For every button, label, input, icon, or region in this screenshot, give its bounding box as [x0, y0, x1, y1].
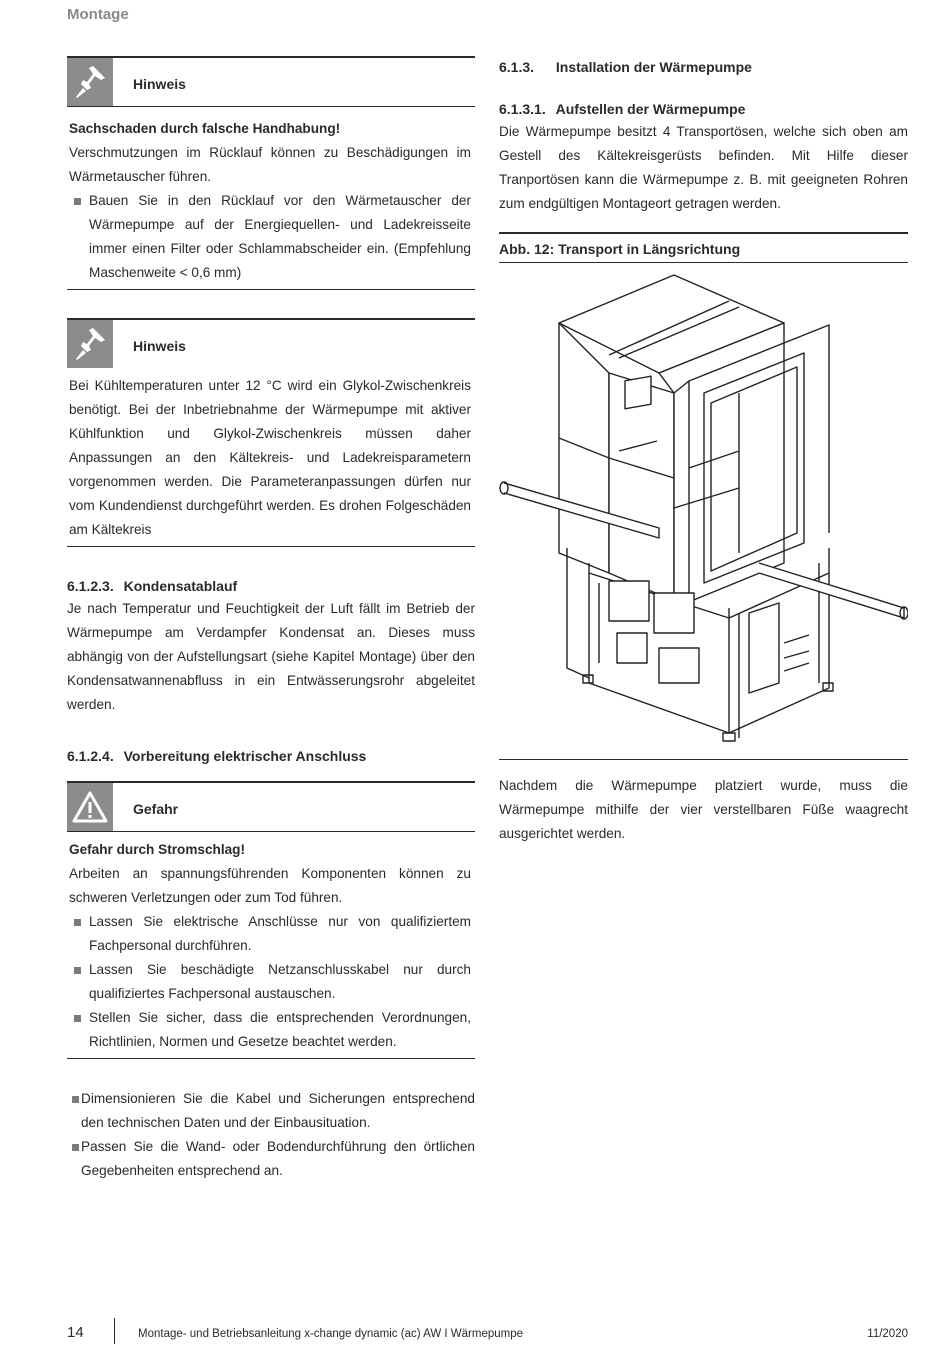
- left-column: [67, 56, 475, 1183]
- note-bullet-list: [69, 189, 471, 285]
- note-title: Hinweis: [133, 338, 186, 354]
- section-heading: [67, 575, 475, 597]
- section-text: Nachdem die Wärmepumpe platziert wurde, muss die Wärmepumpe mithilfe der vier verstellbaren Füße waagrecht ausgerichtet werden.: [499, 778, 908, 841]
- pin-icon: [67, 58, 113, 106]
- section-title: Installation der Wärmepumpe: [555, 59, 752, 75]
- note-body: [67, 368, 475, 546]
- list-item: Bauen Sie in den Rücklauf vor den Wärmetauscher der Wärmepumpe auf der Energiequellen- und Ladekreisseite immer einen Filter oder Schlammabscheider ein. (Empfehlung Maschenweite < 0,6 mm): [69, 189, 471, 285]
- note-heading: Sachschaden durch falsche Handhabung!: [69, 121, 341, 136]
- figure: [499, 263, 908, 759]
- section-title: Aufstellen der Wärmepumpe: [555, 101, 746, 117]
- section-title: Vorbereitung elektrischer Anschluss: [123, 748, 367, 764]
- page-number: 14: [67, 1324, 84, 1341]
- section-text: Die Wärmepumpe besitzt 4 Transportösen, welche sich oben am Gestell des Kältekreisgerüsts befinden. Mit Hilfe dieser Tranportösen kann die Wärmepumpe z. B. mit geeigneten Rohren zum endgültigen Montageort getragen werden.: [499, 124, 908, 211]
- pin-icon: [67, 320, 113, 368]
- note-header: [67, 58, 475, 106]
- warning-triangle-icon: [67, 783, 113, 831]
- note-text: Verschmutzungen im Rücklauf können zu Beschädigungen im Wärmetauscher führen.: [69, 145, 471, 184]
- section-number: 6.1.2.3.: [67, 578, 114, 594]
- running-header: Montage: [67, 6, 129, 23]
- danger-bullet-list: [69, 910, 471, 1054]
- note-text: Bei Kühltemperaturen unter 12 °C wird ein Glykol-Zwischenkreis benötigt. Bei der Inbetriebnahme der Wärmepumpe mit aktiver Kühlfunktion und Glykol-Zwischenkreis müssen daher Anpassungen an den Kältekreis- und Ladekreisparametern vorgenommen werden. Die Parameteranpassungen dürfen nur vom Kundendienst durchgeführt werden. Es drohen Folgeschäden am Kältekreis: [69, 378, 471, 537]
- note-box-2: [67, 318, 475, 547]
- section-heading: [499, 56, 908, 78]
- list-item: Passen Sie die Wand- oder Bodendurchführung den örtlichen Gegebenheiten entsprechend an.: [67, 1135, 475, 1183]
- section-text: Je nach Temperatur und Feuchtigkeit der Luft fällt im Betrieb der Wärmepumpe am Verdampfer Kondensat an. Dieses muss abhängig von der Aufstellungsart (siehe Kapitel Montage) über den Kondensatwannenabfluss in ein Entwässerungsrohr abgeleitet werden.: [67, 601, 475, 712]
- note-box-1: [67, 56, 475, 290]
- section-number: 6.1.2.4.: [67, 748, 114, 764]
- section-number: 6.1.3.1.: [499, 101, 546, 117]
- danger-title: Gefahr: [133, 801, 179, 817]
- danger-heading: Gefahr durch Stromschlag!: [69, 842, 245, 857]
- figure-caption: Abb. 12: Transport in Längsrichtung: [499, 232, 908, 263]
- note-header: [67, 320, 475, 368]
- note-title: Hinweis: [133, 76, 186, 92]
- danger-text: Arbeiten an spannungsführenden Komponenten können zu schweren Verletzungen oder zum Tod führen.: [69, 866, 471, 905]
- danger-header: [67, 783, 475, 831]
- list-item: Lassen Sie beschädigte Netzanschlusskabel nur durch qualifiziertes Fachpersonal austauschen.: [69, 958, 471, 1006]
- footer-date: 11/2020: [867, 1328, 908, 1340]
- instruction-list: [67, 1087, 475, 1183]
- section-title: Kondensatablauf: [123, 578, 238, 594]
- section-number: 6.1.3.: [499, 59, 535, 75]
- section-kondensatablauf: [67, 575, 475, 717]
- section-heading: [499, 98, 908, 120]
- section-elektrischer-anschluss: [67, 745, 475, 767]
- section-heading: [67, 745, 475, 767]
- footer-doc-title: Montage- und Betriebsanleitung x-change dynamic (ac) AW I Wärmepumpe: [138, 1328, 524, 1340]
- footer-divider: [114, 1318, 115, 1344]
- danger-body: [67, 832, 475, 1058]
- list-item: Stellen Sie sicher, dass die entsprechenden Verordnungen, Richtlinien, Normen und Gesetze beachtet werden.: [69, 1006, 471, 1054]
- right-column: [499, 56, 908, 846]
- list-item: Lassen Sie elektrische Anschlüsse nur von qualifiziertem Fachpersonal durchführen.: [69, 910, 471, 958]
- figure-bottom-rule: [499, 759, 908, 846]
- danger-box: [67, 781, 475, 1059]
- note-body: [67, 107, 475, 289]
- list-item: Dimensionieren Sie die Kabel und Sicherungen entsprechend den technischen Daten und der Einbausituation.: [67, 1087, 475, 1135]
- heat-pump-drawing: [499, 263, 908, 759]
